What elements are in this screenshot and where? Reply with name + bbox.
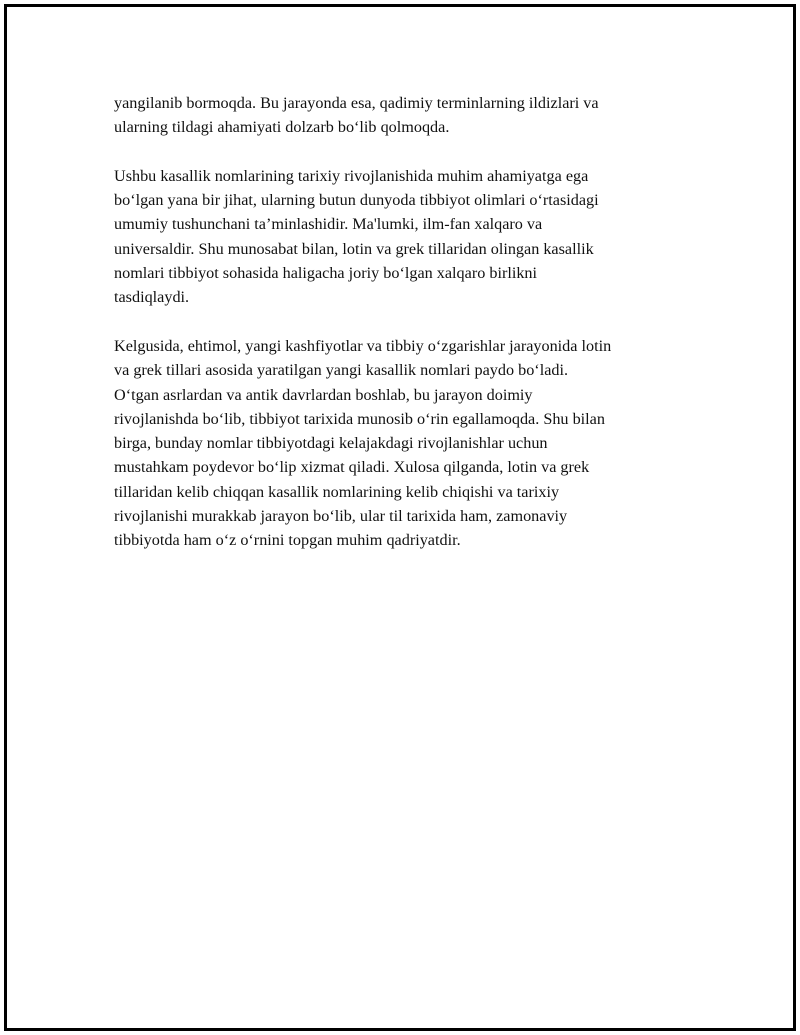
text-line: bo‘lgan yana bir jihat, ularning butun dunyoda tibbiyot olimlari o‘rtasidagi [114, 191, 599, 210]
text-line: va grek tillari asosida yaratilgan yangi kasallik nomlari paydo bo‘ladi. [114, 361, 569, 380]
text-line: tillaridan kelib chiqqan kasallik nomlarining kelib chiqishi va tarixiy [114, 482, 560, 501]
text-line: ularning tildagi ahamiyati dolzarb bo‘lib qolmoqda. [114, 118, 450, 137]
text-line: rivojlanishda bo‘lib, tibbiyot tarixida munosib o‘rin egallamoqda. Shu bilan [114, 409, 605, 428]
text-line: universaldir. Shu munosabat bilan, lotin va grek tillaridan olingan kasallik [114, 239, 594, 258]
paragraph-3 [114, 334, 694, 553]
paragraph-1 [114, 91, 694, 140]
text-line: nomlari tibbiyot sohasida haligacha joriy bo‘lgan xalqaro birlikni [114, 264, 538, 283]
document-body [114, 91, 694, 577]
text-line: yangilanib bormoqda. Bu jarayonda esa, qadimiy terminlarning ildizlari va [114, 94, 599, 112]
text-line: rivojlanishi murakkab jarayon bo‘lib, ular til tarixida ham, zamonaviy [114, 507, 568, 526]
text-line: mustahkam poydevor bo‘lip xizmat qiladi. Xulosa qilganda, lotin va grek [114, 458, 590, 477]
text-line: birga, bunday nomlar tibbiyotdagi kelajakdagi rivojlanishlar uchun [114, 434, 548, 453]
text-line: Ushbu kasallik nomlarining tarixiy rivojlanishida muhim ahamiyatga ega [114, 166, 589, 185]
text-line: Kelgusida, ehtimol, yangi kashfiyotlar va tibbiy o‘zgarishlar jarayonida lotin [114, 336, 612, 355]
paragraph-2 [114, 164, 694, 310]
text-line: tasdiqlaydi. [114, 288, 190, 307]
text-line: umumiy tushunchani ta’minlashidir. Ma'lumki, ilm-fan xalqaro va [114, 215, 543, 234]
text-line: tibbiyotda ham o‘z o‘rnini topgan muhim qadriyatdir. [114, 531, 461, 550]
text-line: O‘tgan asrlardan va antik davrlardan boshlab, bu jarayon doimiy [114, 385, 533, 404]
